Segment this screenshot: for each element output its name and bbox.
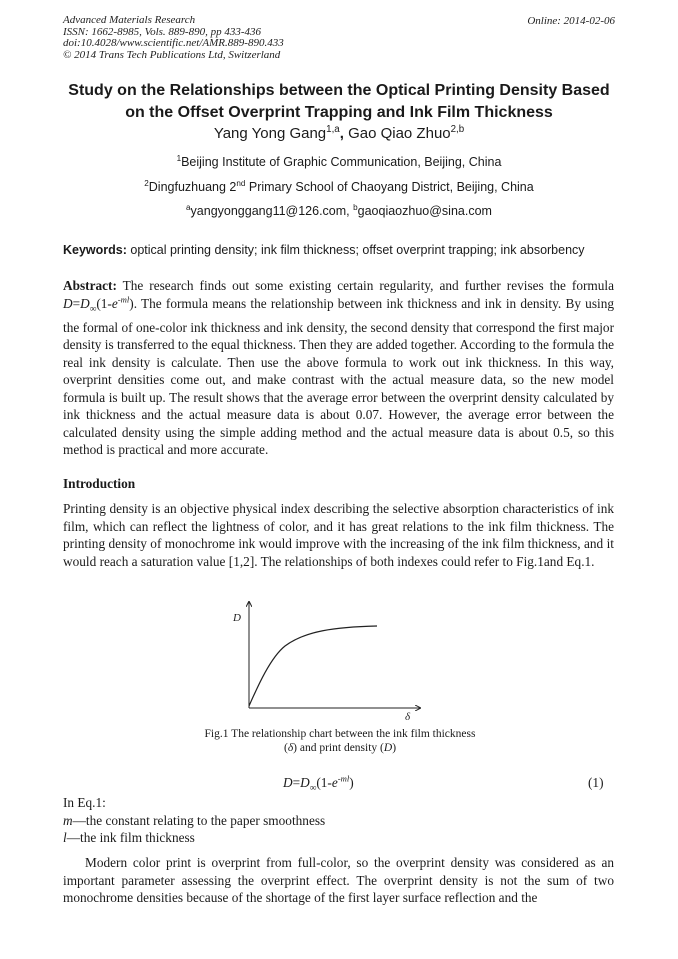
formula-eq: = bbox=[72, 295, 81, 311]
email-b-sup: b bbox=[353, 202, 358, 212]
emails bbox=[50, 204, 628, 218]
caption-mid: ) and print density ( bbox=[293, 742, 384, 754]
equation-1 bbox=[283, 775, 354, 794]
eq-dinf: D bbox=[300, 775, 310, 790]
doi: doi:10.4028/www.scientific.net/AMR.889-890.433 bbox=[63, 37, 284, 49]
aff2-pre: Dingfuzhuang 2 bbox=[148, 180, 237, 194]
caption-line-2 bbox=[190, 741, 490, 755]
figure-1-caption bbox=[190, 727, 490, 755]
author-separator: , bbox=[339, 125, 349, 142]
title-line-2: on the Offset Overprint Trapping and Ink Film Thickness bbox=[125, 104, 553, 121]
formula-d: D bbox=[63, 295, 73, 311]
caption-open: ( bbox=[283, 742, 288, 754]
journal-header bbox=[63, 15, 284, 61]
x-axis-label: δ bbox=[405, 711, 411, 723]
figure-1-chart bbox=[225, 598, 425, 723]
keywords bbox=[63, 243, 623, 257]
eq-open: (1- bbox=[316, 775, 332, 790]
copyright: © 2014 Trans Tech Publications Ltd, Switzerland bbox=[63, 48, 281, 61]
abstract-part2: The formula means the relationship between ink thickness and ink in density. By using the formal of one-color ink thickness and ink density, the second density that correspond the first major density is transferred to the equal thickness. Then they are added together. According to the formula the real ink density is calculate. Then use the above formula to work out ink thickness. In this way, overprint densities come out, and make contrast with the actual measure data, so the new model formula is built up. The result shows that the average error between the overprint density calculated by ink thickness and the actual measure data is about 0.07. However, the average error between the calculated density using the simple adding method and the actual measure data is about 0.5, so this method is practical and more accurate. bbox=[63, 295, 614, 458]
formula-open: (1- bbox=[96, 295, 112, 311]
aff1-sup: 1 bbox=[176, 153, 182, 163]
introduction-paragraph: Printing density is an objective physical index describing the selective absorption characteristics of ink film, which can reflect the lightness of color, and it has great relations to the ink film thickness. The printing density of monochrome ink would improve with the increasing of the ink film thickness, and it would reach a saturation value [1,2]. The relationships of both indexes could refer to Fig.1and Eq.1. bbox=[63, 501, 614, 569]
eq-close: ) bbox=[349, 775, 354, 790]
author-2-name: Gao Qiao Zhuo bbox=[348, 125, 451, 142]
formula-inf: ∞ bbox=[89, 304, 97, 315]
author-2-sup: 2,b bbox=[450, 124, 465, 135]
aff2-nd: nd bbox=[236, 178, 246, 188]
affiliation-2 bbox=[50, 180, 628, 194]
formula-close: ). bbox=[129, 295, 138, 311]
issn: ISSN: 1662-8985, Vols. 889-890, pp 433-436 bbox=[63, 25, 261, 38]
abstract-label: Abstract: bbox=[63, 278, 117, 293]
l-symbol: l bbox=[63, 830, 67, 845]
eq-exp: -ml bbox=[337, 773, 350, 784]
caption-close: ) bbox=[392, 742, 397, 754]
eq-def-m bbox=[63, 813, 325, 829]
density-curve bbox=[249, 626, 377, 706]
paper-title bbox=[50, 80, 628, 124]
abstract-part1: The research finds out some existing certain regularity, and further revises the formula bbox=[116, 278, 614, 293]
formula-exp: -ml bbox=[117, 294, 130, 305]
introduction-heading: Introduction bbox=[63, 476, 136, 491]
affiliation-1 bbox=[50, 155, 628, 169]
keywords-text: optical printing density; ink film thickness; offset overprint trapping; ink absorbency bbox=[126, 243, 585, 257]
online-date: Online: 2014-02-06 bbox=[527, 15, 615, 27]
aff1-text: Beijing Institute of Graphic Communication, Beijing, China bbox=[181, 155, 502, 169]
caption-line-1: Fig.1 The relationship chart between the ink film thickness bbox=[204, 728, 476, 740]
equation-number: (1) bbox=[588, 775, 604, 790]
authors bbox=[50, 125, 628, 142]
m-text: —the constant relating to the paper smoothness bbox=[72, 813, 326, 828]
m-symbol: m bbox=[63, 813, 73, 828]
author-1-sup: 1,a bbox=[326, 124, 340, 135]
eq-inf: ∞ bbox=[309, 783, 317, 794]
aff2-post: Primary School of Chaoyang District, Beijing, China bbox=[245, 180, 534, 194]
eq-equals: = bbox=[292, 775, 301, 790]
title-line-1: Study on the Relationships between the Optical Printing Density Based bbox=[68, 82, 610, 99]
aff2-sup: 2 bbox=[144, 178, 149, 188]
author-1-name: Yang Yong Gang bbox=[213, 125, 327, 142]
email-a[interactable]: yangyonggang11@126.com, bbox=[190, 204, 354, 218]
eq-e: e bbox=[331, 775, 338, 790]
last-paragraph: Modern color print is overprint from full-color, so the overprint density was considered as an important parameter assessing the overprint effect. The overprint density is not the sum of two monochrome densities because of the shortage of the first layer surface reflection and the bbox=[63, 855, 614, 905]
caption-d: D bbox=[383, 742, 393, 754]
journal-name: Advanced Materials Research bbox=[63, 14, 196, 26]
formula-e: e bbox=[111, 295, 118, 311]
eq-d: D bbox=[283, 775, 293, 790]
abstract bbox=[63, 277, 614, 459]
l-text: —the ink film thickness bbox=[66, 830, 195, 845]
eq-def-l bbox=[63, 830, 195, 846]
email-a-sup: a bbox=[186, 202, 191, 212]
eq-defs-intro: In Eq.1: bbox=[63, 795, 106, 810]
email-b[interactable]: gaoqiaozhuo@sina.com bbox=[357, 204, 492, 218]
keywords-label: Keywords: bbox=[63, 243, 127, 257]
caption-delta: δ bbox=[287, 742, 294, 754]
y-axis-label: D bbox=[233, 612, 241, 624]
formula-dinf: D bbox=[80, 295, 90, 311]
